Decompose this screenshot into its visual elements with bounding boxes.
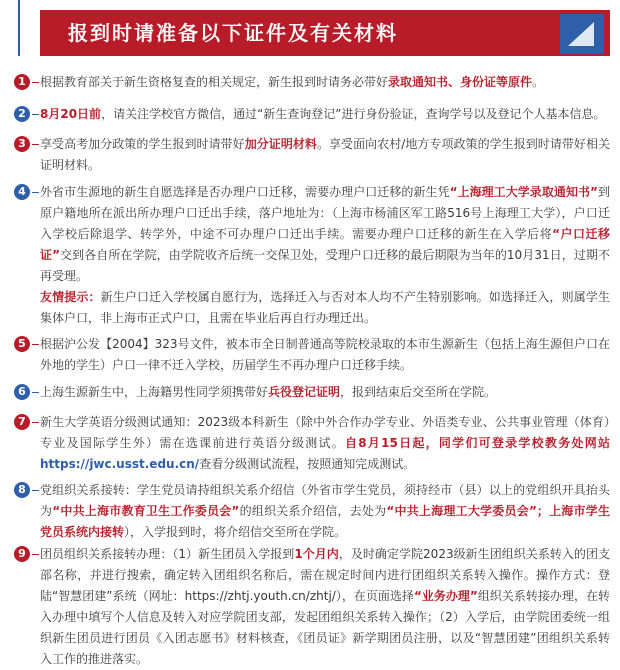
highlight-text: 自8月15日起，同学们可登录学校教务处网站 bbox=[344, 436, 610, 450]
text-segment: 组织关系转接办理，在转入办理中填写个人信息及转入对应学院团支部，发起团组织关系转入操作；（2）入学后，由学院团委统一组织新生团员进行团员《入团志愿书》材料核查，《团员证》新学期团员注册，以及“智慧团建”团组织关系转入工作的推进落实。 bbox=[40, 589, 610, 666]
highlight-text: “中共上海市教育卫生工作委员会” bbox=[52, 504, 240, 518]
text-segment: 。享受面向农村/地方专项政策的学生报到时请带好相关证明材料。 bbox=[40, 137, 610, 172]
item-text bbox=[40, 182, 610, 329]
top-decoration bbox=[0, 0, 620, 8]
text-segment: 到原户籍地所在派出所办理户口迁出手续，落户地址为：（上海市杨浦区军工路516号上海理工大学），户口迁入学校后除退学、转学外，中途不可办理户口迁出手续。需要办理户口迁移的新生在入学后将 bbox=[40, 185, 610, 241]
text-segment: 团员组织关系接转办理：（1）新生团员入学报到 bbox=[40, 547, 295, 561]
number-badge: 3 bbox=[14, 136, 30, 152]
highlight-text: 1个月内 bbox=[294, 547, 339, 561]
highlight-text: 加分证明材料 bbox=[244, 137, 317, 151]
dash-divider bbox=[32, 192, 39, 193]
number-badge: 8 bbox=[14, 482, 30, 498]
item-text bbox=[40, 544, 610, 670]
item-text bbox=[40, 480, 610, 543]
highlight-text: “业务办理” bbox=[413, 589, 478, 603]
number-badge: 1 bbox=[14, 74, 30, 90]
number-badge: 6 bbox=[14, 384, 30, 400]
item-text bbox=[40, 72, 610, 93]
dash-divider bbox=[32, 82, 39, 83]
item-text bbox=[40, 412, 610, 475]
text-segment: 根据教育部关于新生资格复查的相关规定，新生报到时请务必带好 bbox=[40, 75, 389, 89]
dash-divider bbox=[32, 144, 39, 145]
text-segment: 的组织关系介绍信，去处为 bbox=[239, 504, 387, 518]
text-segment: 。 bbox=[532, 75, 545, 89]
number-badge: 2 bbox=[14, 106, 30, 122]
jwc-website-link[interactable]: https://jwc.usst.edu.cn/ bbox=[40, 457, 200, 471]
dash-divider bbox=[32, 344, 39, 345]
text-segment: ），入学报到时，将介绍信交至所在学院。 bbox=[124, 525, 347, 539]
tip-label: 友情提示： bbox=[40, 290, 101, 304]
dash-divider bbox=[32, 392, 39, 393]
text-segment: ，及时确定学院2023级新生团组织关系转入的团支部名称，并进行搜索，确定转入团组织名称后，需在规定时间内进行团组织关系转入操作。操作方式：登陆“智慧团建”系统（网址：https://zhtj.youth.cn/zhtj/），在页面选择 bbox=[40, 547, 611, 603]
text-segment: 享受高考加分政策的学生报到时请带好 bbox=[40, 137, 245, 151]
item-text bbox=[40, 382, 610, 403]
number-badge: 5 bbox=[14, 336, 30, 352]
highlight-text: 8月20日前 bbox=[40, 107, 102, 121]
highlight-text: “中共上海理工大学委员会”；上海市学生党员系统内接转 bbox=[40, 504, 610, 539]
text-segment: 外省市生源地的新生自愿选择是否办理户口迁移，需要办理户口迁移的新生凭 bbox=[40, 185, 450, 199]
highlight-text: “上海理工大学录取通知书” bbox=[449, 185, 598, 199]
dash-divider bbox=[32, 554, 39, 555]
highlight-text: “户口迁移证” bbox=[40, 227, 610, 262]
dash-divider bbox=[32, 114, 39, 115]
text-segment: 上海生源新生中，上海籍男性同学须携带好 bbox=[40, 385, 269, 399]
dash-divider bbox=[32, 422, 39, 423]
text-segment: 查看分级测试流程，按照通知完成测试。 bbox=[199, 457, 416, 471]
item-text bbox=[40, 134, 610, 176]
item-text bbox=[40, 334, 610, 376]
page-title: 报到时请准备以下证件及有关材料 bbox=[68, 21, 398, 45]
left-frame-decoration bbox=[0, 0, 20, 56]
number-badge: 7 bbox=[14, 414, 30, 430]
corner-triangle-icon bbox=[560, 14, 604, 54]
text-segment: 根据沪公发【2004】323号文件，被本市全日制普通高等院校录取的本市生源新生（包括上海生源但户口在外地的学生）户口一律不迁入学校，历届学生不再办理户口迁移手续。 bbox=[40, 337, 610, 372]
text-segment: ，报到结束后交至所在学院。 bbox=[340, 385, 497, 399]
number-badge: 9 bbox=[14, 546, 30, 562]
text-segment: 交到各自所在学院，由学院收齐后统一交保卫处，受理户口迁移的最后期限为当年的10月31日，过期不再受理。 bbox=[40, 248, 610, 283]
highlight-text: 录取通知书、身份证等原件 bbox=[388, 75, 533, 89]
text-segment: 新生大学英语分级测试通知：2023级本科新生（除中外合作办学专业、外语类专业、公共事业管理（体育）专业及国际学生外）需在选课前进行英语分级测试。 bbox=[40, 415, 610, 450]
number-badge: 4 bbox=[14, 184, 30, 200]
highlight-text: 兵役登记证明 bbox=[268, 385, 341, 399]
text-segment: 党组织关系接转：学生党员请持组织关系介绍信（外省市学生党员，须持经市（县）以上的党组织开具抬头为 bbox=[40, 483, 610, 518]
text-segment: ，请关注学校官方微信，通过“新生查询登记”进行身份验证，查询学号以及登记个人基本信息。 bbox=[101, 107, 606, 121]
item-text bbox=[40, 104, 610, 125]
dash-divider bbox=[32, 490, 39, 491]
tip-text: 新生户口迁入学校属自愿行为，选择迁入与否对本人均不产生特别影响。如选择迁入，则属学生集体户口，非上海市正式户口，且需在毕业后再自行办理迁出。 bbox=[40, 290, 610, 325]
